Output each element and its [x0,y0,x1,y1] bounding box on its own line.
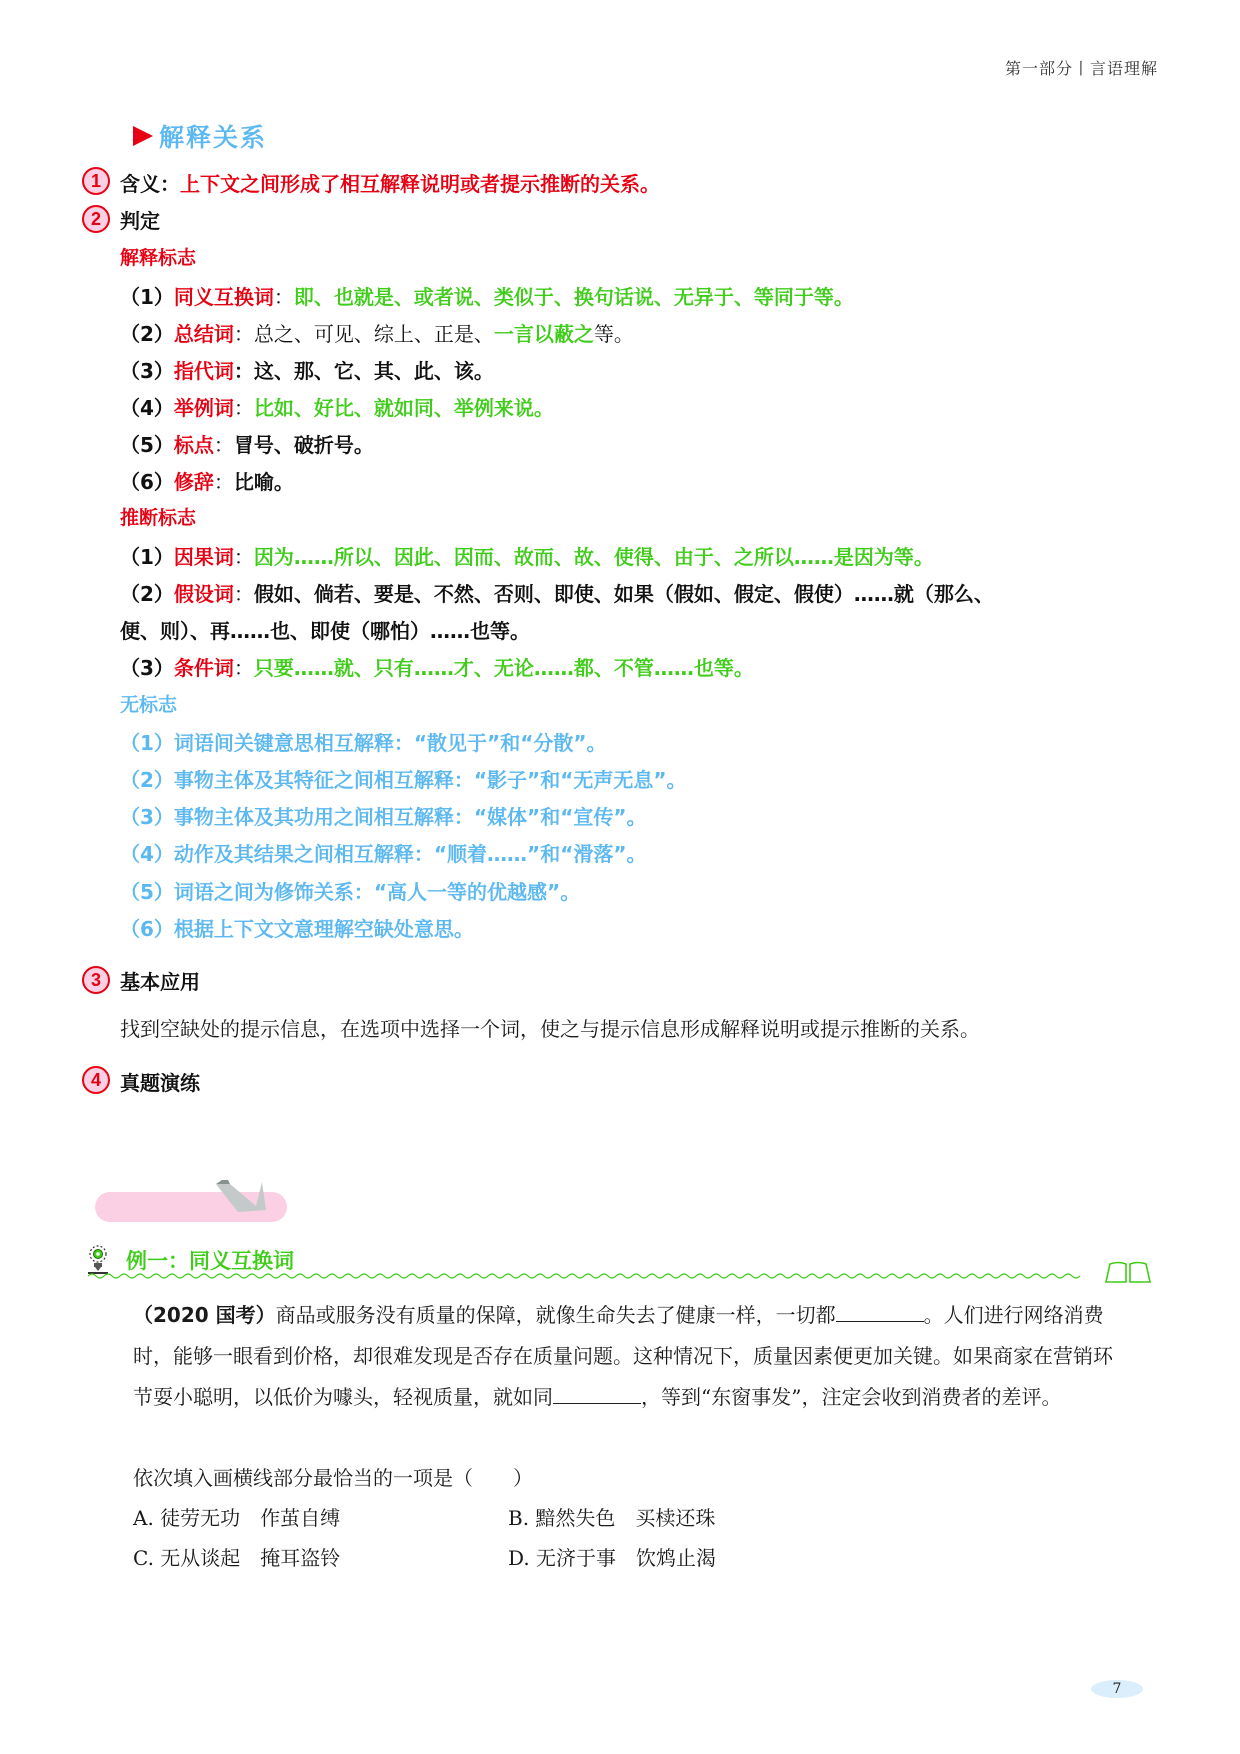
definition-line [120,168,660,197]
example-title: 例一：同义互换词 [126,1249,294,1273]
explain-item-1: （1）同义互换词：即、也就是、或者说、类似于、换句话说、无异于、等同于等。 [120,285,854,309]
no-marker-item-4: （4）动作及其结果之间相互解释：“顺着……”和“滑落”。 [120,842,647,866]
section-title [133,118,267,154]
explain-item-2: （2）总结词：总之、可见、综上、正是、一言以蔽之等。 [120,322,634,346]
running-header: 第一部分丨言语理解 [1004,59,1158,78]
infer-item-3: （3）条件词：只要……就、只有……才、无论……都、不管……也等。 [120,656,754,680]
infer-markers-heading: 推断标志 [120,507,197,529]
practice-heading: 真题演练 [120,1071,200,1095]
explain-markers-heading: 解释标志 [120,247,197,269]
question-prompt: 依次填入画横线部分最恰当的一项是（ ） [133,1466,533,1490]
option-a[interactable]: A. 徒劳无功 作茧自缚 [133,1506,341,1530]
infer-item-1: （1）因果词：因为……所以、因此、因而、故而、故、使得、由于、之所以……是因为等。 [120,545,934,569]
page-number: 7 [1091,1680,1143,1698]
explain-item-5: （5）标点：冒号、破折号。 [120,433,374,457]
explain-item-6: （6）修辞：比喻。 [120,470,294,494]
judgement-heading: 判定 [120,209,160,233]
fill-blank-1 [836,1302,924,1322]
bulb-gear-icon [88,1245,108,1275]
infer-item-2: （2）假设词：假如、倘若、要是、不然、否则、即使、如果（假如、假定、假使）……就（那么、 [120,582,994,606]
no-marker-item-2: （2）事物主体及其特征之间相互解释：“影子”和“无声无息”。 [120,768,687,792]
example-passage: （2020 国考）商品或服务没有质量的保障，就像生命失去了健康一样，一切都 。人们进行网络消费时，能够一眼看到价格，却很难发现是否存在质量问题。这种情况下，质量因素便更加关键。如果商家在营销环节耍小聪明，以低价为噱头，轻视质量，就如同 ，等到“东窗事发”，注定会收到消费者的差评。 [133,1303,1113,1409]
definition-text: 上下文之间形成了相互解释说明或者提示推断的关系。 [180,172,660,196]
option-b[interactable]: B. 黯然失色 买椟还珠 [508,1506,716,1530]
fill-blank-2 [553,1384,641,1404]
basic-application-text: 找到空缺处的提示信息，在选项中选择一个词，使之与提示信息形成解释说明或提示推断的关系。 [120,1017,980,1041]
basic-application-heading: 基本应用 [120,970,200,994]
section-title-text: 解释关系 [159,123,268,152]
explain-item-4: （4）举例词：比如、好比、就如同、举例来说。 [120,396,554,420]
explain-item-3: （3）指代词：这、那、它、其、此、该。 [120,359,494,383]
circled-number-2: 2 [82,205,110,233]
no-marker-item-1: （1）词语间关键意思相互解释：“散见于”和“分散”。 [120,731,607,755]
circled-number-4: 4 [82,1066,110,1094]
no-marker-heading: 无标志 [120,694,178,716]
question-source: （2020 国考） [133,1303,276,1327]
no-marker-item-5: （5）词语之间为修饰关系：“高人一等的优越感”。 [120,880,581,904]
open-book-icon [1104,1260,1152,1284]
triangle-marker-icon [133,126,153,146]
no-marker-item-6: （6）根据上下文文意理解空缺处意思。 [120,917,474,941]
option-d[interactable]: D. 无济于事 饮鸩止渴 [508,1546,717,1570]
arrow-decoration-icon [216,1180,272,1218]
example-header [88,1245,294,1275]
option-c[interactable]: C. 无从谈起 掩耳盗铃 [133,1546,341,1570]
infer-item-2-cont: 便、则）、再……也、即使（哪怕）……也等。 [120,619,530,643]
circled-number-1: 1 [82,167,110,195]
circled-number-3: 3 [82,966,110,994]
wavy-divider [88,1272,1113,1280]
definition-label: 含义： [120,172,180,196]
no-marker-item-3: （3）事物主体及其功用之间相互解释：“媒体”和“宣传”。 [120,805,647,829]
